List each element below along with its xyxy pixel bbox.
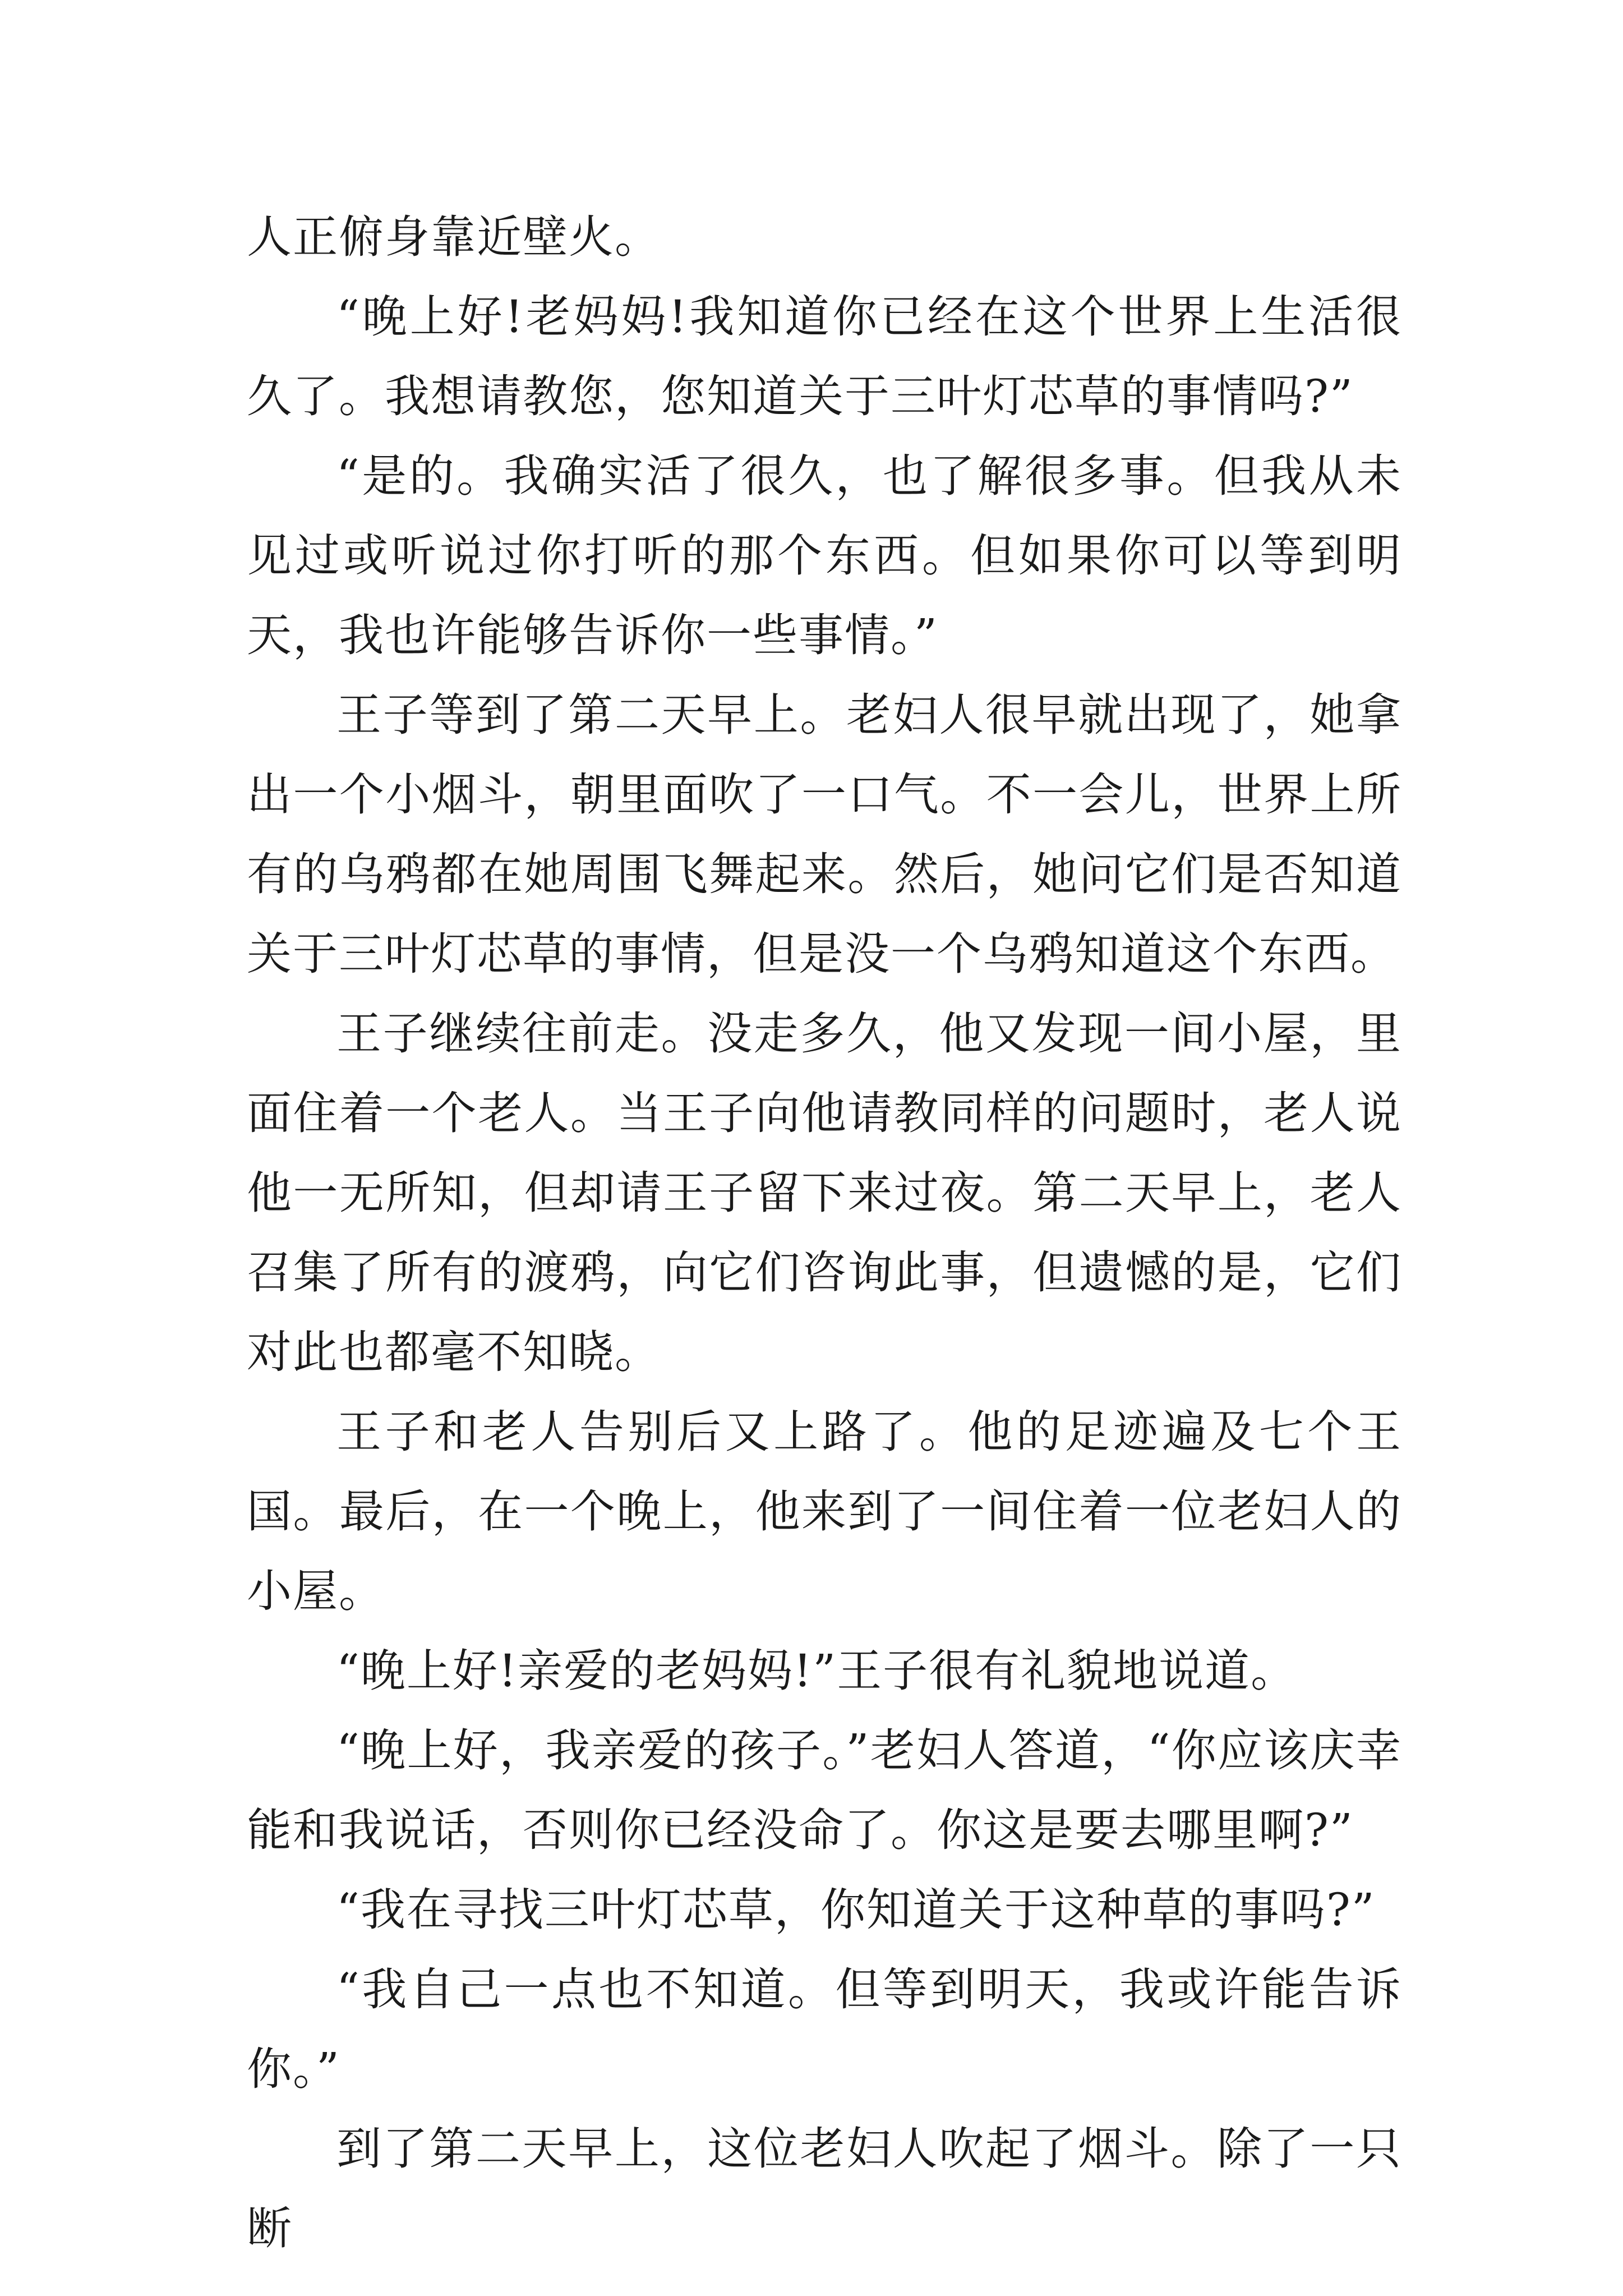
paragraph: “晚上好，我亲爱的孩子。”老妇人答道，“你应该庆幸能和我说话，否则你已经没命了。你这是要去哪里啊?”	[247, 1724, 1402, 1856]
paragraph-continuation: 人正俯身靠近壁火。	[247, 211, 661, 263]
paragraph: “晚上好!亲爱的老妈妈!”王子很有礼貌地说道。	[336, 1645, 1297, 1697]
paragraph: “是的。我确实活了很久，也了解很多事。但我从未见过或听说过你打听的那个东西。但如果你可以等到明天，我也许能够告诉你一些事情。”	[247, 450, 1402, 661]
paragraph: “我自己一点也不知道。但等到明天，我或许能告诉你。”	[247, 1963, 1402, 2095]
body-text	[247, 197, 1402, 2269]
paragraph: 王子和老人告别后又上路了。他的足迹遍及七个王国。最后，在一个晚上，他来到了一间住着一位老妇人的小屋。	[247, 1406, 1402, 1617]
paragraph: 王子继续往前走。没走多久，他又发现一间小屋，里面住着一个老人。当王子向他请教同样的问题时，老人说他一无所知，但却请王子留下来过夜。第二天早上，老人召集了所有的渡鸦，向它们咨询此事，但遗憾的是，它们对此也都毫不知晓。	[247, 1007, 1402, 1378]
paragraph: “我在寻找三叶灯芯草，你知道关于这种草的事吗?”	[336, 1884, 1376, 1936]
paragraph: 王子等到了第二天早上。老妇人很早就出现了，她拿出一个小烟斗，朝里面吹了一口气。不一会儿，世界上所有的乌鸦都在她周围飞舞起来。然后，她问它们是否知道关于三叶灯芯草的事情，但是没一个乌鸦知道这个东西。	[247, 689, 1402, 980]
paragraph: 到了第二天早上，这位老妇人吹起了烟斗。除了一只断	[247, 2123, 1402, 2254]
paragraph: “晚上好!老妈妈!我知道你已经在这个世界上生活很久了。我想请教您，您知道关于三叶灯芯草的事情吗?”	[247, 291, 1402, 422]
